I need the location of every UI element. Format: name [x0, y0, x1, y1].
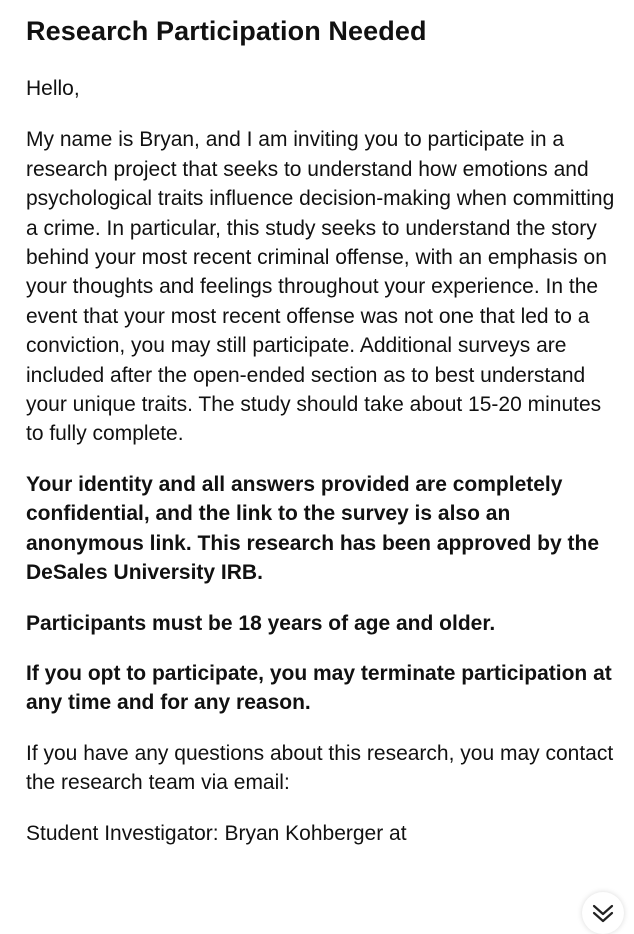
- termination-paragraph: If you opt to participate, you may terminate participation at any time and for any reason.: [26, 661, 612, 715]
- double-chevron-down-icon: [590, 900, 616, 926]
- investigator-line: Student Investigator: Bryan Kohberger at: [26, 821, 407, 845]
- age-requirement-paragraph: Participants must be 18 years of age and older.: [26, 611, 496, 635]
- scroll-down-button[interactable]: [582, 892, 624, 934]
- intro-paragraph: My name is Bryan, and I am inviting you to participate in a research project that seeks to understand how emotions and psychological traits influence decision-making when committing a crime. In particular, this study seeks to understand the story behind your most recent criminal offense, with an emphasis on your thoughts and feelings throughout your experience. In the event that your most recent offense was not one that led to a conviction, you may still participate. Additional surveys are included after the open-ended section as to best understand your unique traits. The study should take about 15-20 minutes to fully complete.: [26, 128, 615, 446]
- greeting-text: Hello,: [26, 77, 80, 100]
- post-title: Research Participation Needed: [26, 16, 427, 46]
- questions-paragraph: If you have any questions about this research, you may contact the research team via email:: [26, 741, 614, 795]
- confidentiality-paragraph: Your identity and all answers provided are completely confidential, and the link to the survey is also an anonymous link. This research has been approved by the DeSales University IRB.: [26, 472, 599, 585]
- post-content: [26, 14, 616, 869]
